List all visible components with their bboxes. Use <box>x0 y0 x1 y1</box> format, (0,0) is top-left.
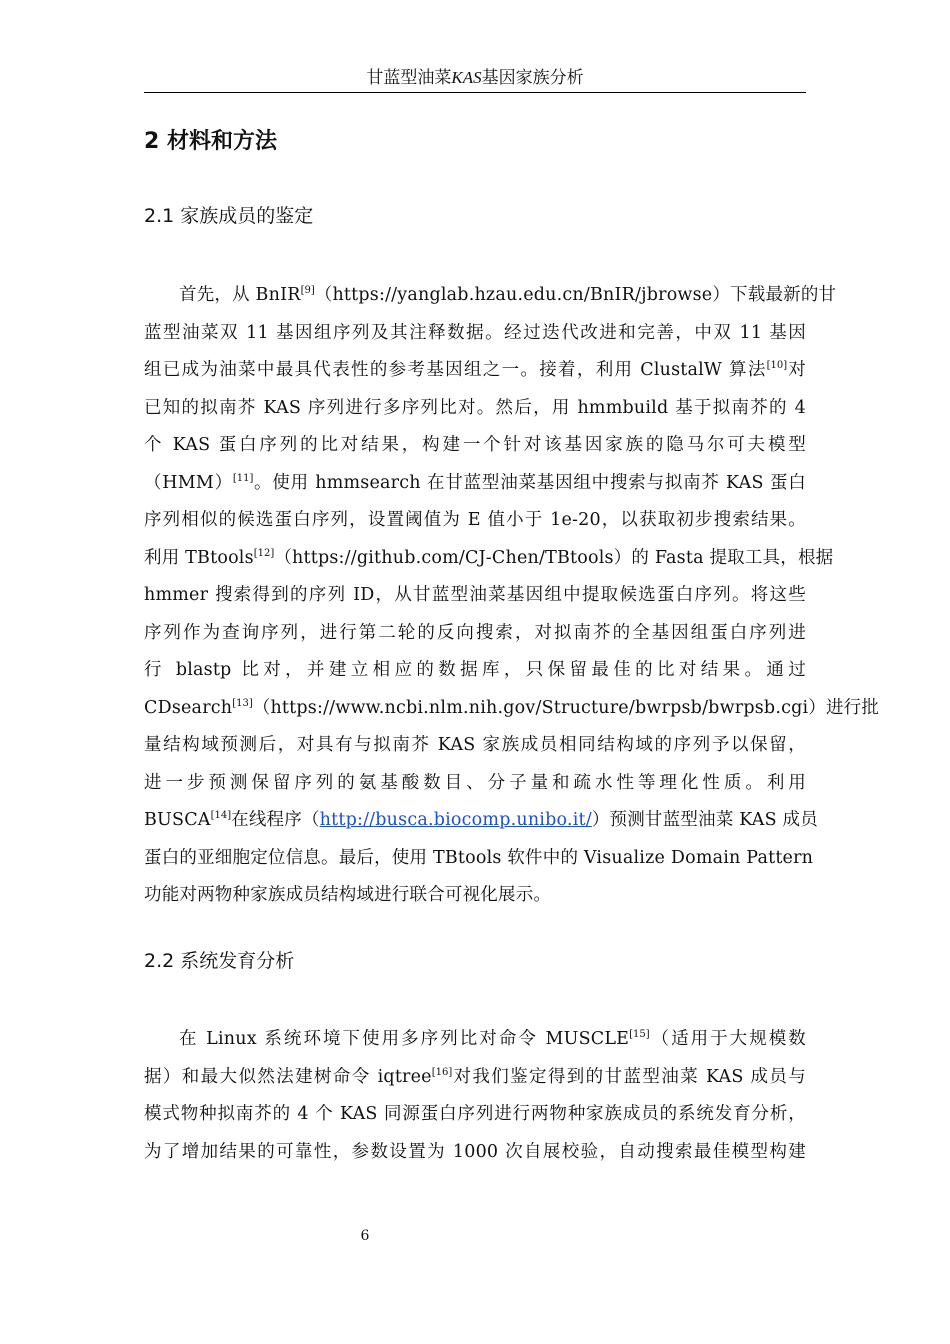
text-line: 首先，从 BnIR[9]（https://yanglab.hzau.edu.cn/BnIR/jbrowse）下载最新的甘 <box>179 285 837 305</box>
busca-link[interactable]: http://busca.biocomp.unibo.it/ <box>319 810 592 830</box>
text-line: 模式物种拟南芥的 4 个 KAS 同源蛋白序列进行两物种家族成员的系统发育分析， <box>144 1104 806 1124</box>
text-line: （HMM）[11]。使用 hmmsearch 在甘蓝型油菜基因组中搜索与拟南芥 KAS 蛋白 <box>144 472 806 493</box>
section-heading: 2 材料和方法 <box>144 129 277 154</box>
text-line: 为了增加结果的可靠性，参数设置为 1000 次自展校验，自动搜索最佳模型构建 <box>144 1141 806 1162</box>
text-line: CDsearch[13]（https://www.ncbi.nlm.nih.gov/Structure/bwrpsb/bwrpsb.cgi）进行批 <box>144 697 880 718</box>
text-line: 功能对两物种家族成员结构域进行联合可视化展示。 <box>144 885 552 905</box>
text-line: 序列作为查询序列，进行第二轮的反向搜索，对拟南芥的全基因组蛋白序列进 <box>144 622 806 643</box>
text-line: 蓝型油菜双 11 基因组序列及其注释数据。经过迭代改进和完善，中双 11 基因 <box>144 322 806 343</box>
text-line: 量结构域预测后，对具有与拟南芥 KAS 家族成员相同结构域的序列予以保留， <box>144 735 806 755</box>
text-line: 组已成为油菜中最具代表性的参考基因组之一。接着，利用 ClustalW 算法[10]对 <box>144 360 806 380</box>
text-line: 行 blastp 比对，并建立相应的数据库，只保留最佳的比对结果。通过 <box>144 660 806 680</box>
running-header <box>144 66 806 93</box>
text-line: 据）和最大似然法建树命令 iqtree[16]对我们鉴定得到的甘蓝型油菜 KAS 成员与 <box>144 1066 806 1087</box>
subsection-heading-2-1: 2.1 家族成员的鉴定 <box>144 205 314 227</box>
page-number: 6 <box>360 1228 370 1244</box>
text-line: 进一步预测保留序列的氨基酸数目、分子量和疏水性等理化性质。利用 <box>144 772 806 793</box>
paragraph-family-identification <box>144 277 880 915</box>
text-line: 利用 TBtools[12]（https://github.com/CJ-Chen/TBtools）的 Fasta 提取工具，根据 <box>144 547 834 568</box>
text-line: 个 KAS 蛋白序列的比对结果，构建一个针对该基因家族的隐马尔可夫模型 <box>144 435 806 455</box>
paragraph-phylogenetic-analysis <box>144 1021 806 1171</box>
subsection-heading-2-2: 2.2 系统发育分析 <box>144 950 295 972</box>
text-line: hmmer 搜索得到的序列 ID，从甘蓝型油菜基因组中提取候选蛋白序列。将这些 <box>144 585 806 605</box>
text-line: 蛋白的亚细胞定位信息。最后，使用 TBtools 软件中的 Visualize Domain Pattern <box>144 847 814 868</box>
header-title-italic: KAS <box>451 68 482 87</box>
text-line: BUSCA[14]在线程序（http://busca.biocomp.unibo.it/）预测甘蓝型油菜 KAS 成员 <box>144 810 818 830</box>
text-line: 已知的拟南芥 KAS 序列进行多序列比对。然后，用 hmmbuild 基于拟南芥的 4 <box>144 397 806 418</box>
text-line: 序列相似的候选蛋白序列，设置阈值为 E 值小于 1e-20，以获取初步搜索结果。 <box>144 510 806 530</box>
header-title-pre: 甘蓝型油菜 <box>366 68 452 88</box>
text-line: 在 Linux 系统环境下使用多序列比对命令 MUSCLE[15]（适用于大规模数 <box>179 1029 806 1049</box>
header-title-post: 基因家族分析 <box>481 68 584 88</box>
